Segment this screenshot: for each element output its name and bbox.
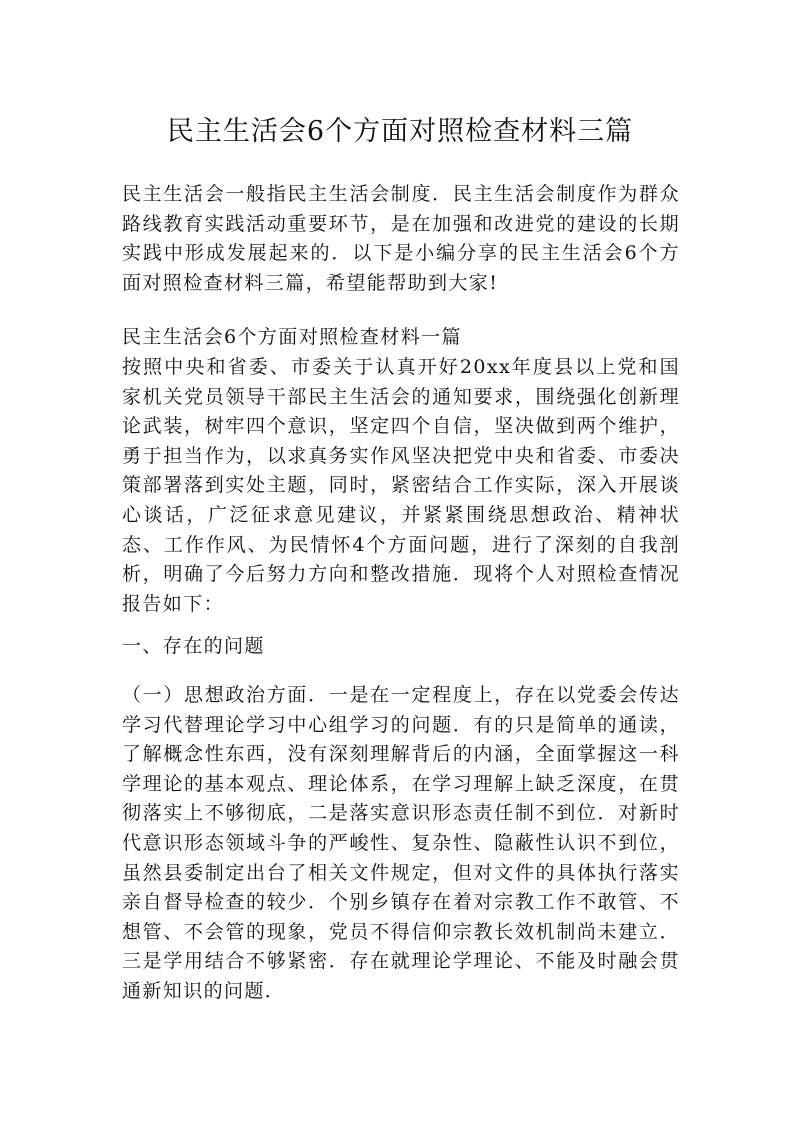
intro-paragraph: 民主生活会一般指民主生活会制度．民主生活会制度作为群众路线教育实践活动重要环节，是在加强和改进党的建设的长期实践中形成发展起来的．以下是小编分享的民主生活会6个方面对照检查材料三篇，希望能帮助到大家! xyxy=(122,183,680,294)
body-paragraph-2: （一）思想政治方面．一是在一定程度上，存在以党委会传达学习代替理论学习中心组学习的问题．有的只是简单的通读，了解概念性东西，没有深刻理解背后的内涵，全面掌握这一科学理论的基本观点、理论体系，在学习理解上缺乏深度，在贯彻落实上不够彻底，二是落实意识形态责任制不到位．对新时代意识形态领域斗争的严峻性、复杂性、隐蔽性认识不到位，虽然县委制定出台了相关文件规定，但对文件的具体执行落实亲自督导检查的较少．个别乡镇存在着对宗教工作不敢管、不想管、不会管的现象，党员不得信仰宗教长效机制尚未建立．三是学用结合不够紧密．存在就理论学理论、不能及时融会贯通新知识的问题． xyxy=(122,684,680,1002)
article-heading: 民主生活会6个方面对照检查材料一篇 xyxy=(122,326,462,348)
body-paragraph-1: 按照中央和省委、市委关于认真开好20xx年度县以上党和国家机关党员领导干部民主生活会的通知要求，围绕强化创新理论武装，树牢四个意识，坚定四个自信，坚决做到两个维护，勇于担当作为，以求真务实作风坚决把党中央和省委、市委决策部署落到实处主题，同时，紧密结合工作实际，深入开展谈心谈话，广泛征求意见建议，并紧紧围绕思想政治、精神状态、工作作风、为民情怀4个方面问题，进行了深刻的自我剖析，明确了今后努力方向和整改措施．现将个人对照检查情况报告如下： xyxy=(122,356,680,615)
section-heading: 一、存在的问题 xyxy=(122,635,265,657)
document-title: 民主生活会6个方面对照检查材料三篇 xyxy=(166,116,634,147)
